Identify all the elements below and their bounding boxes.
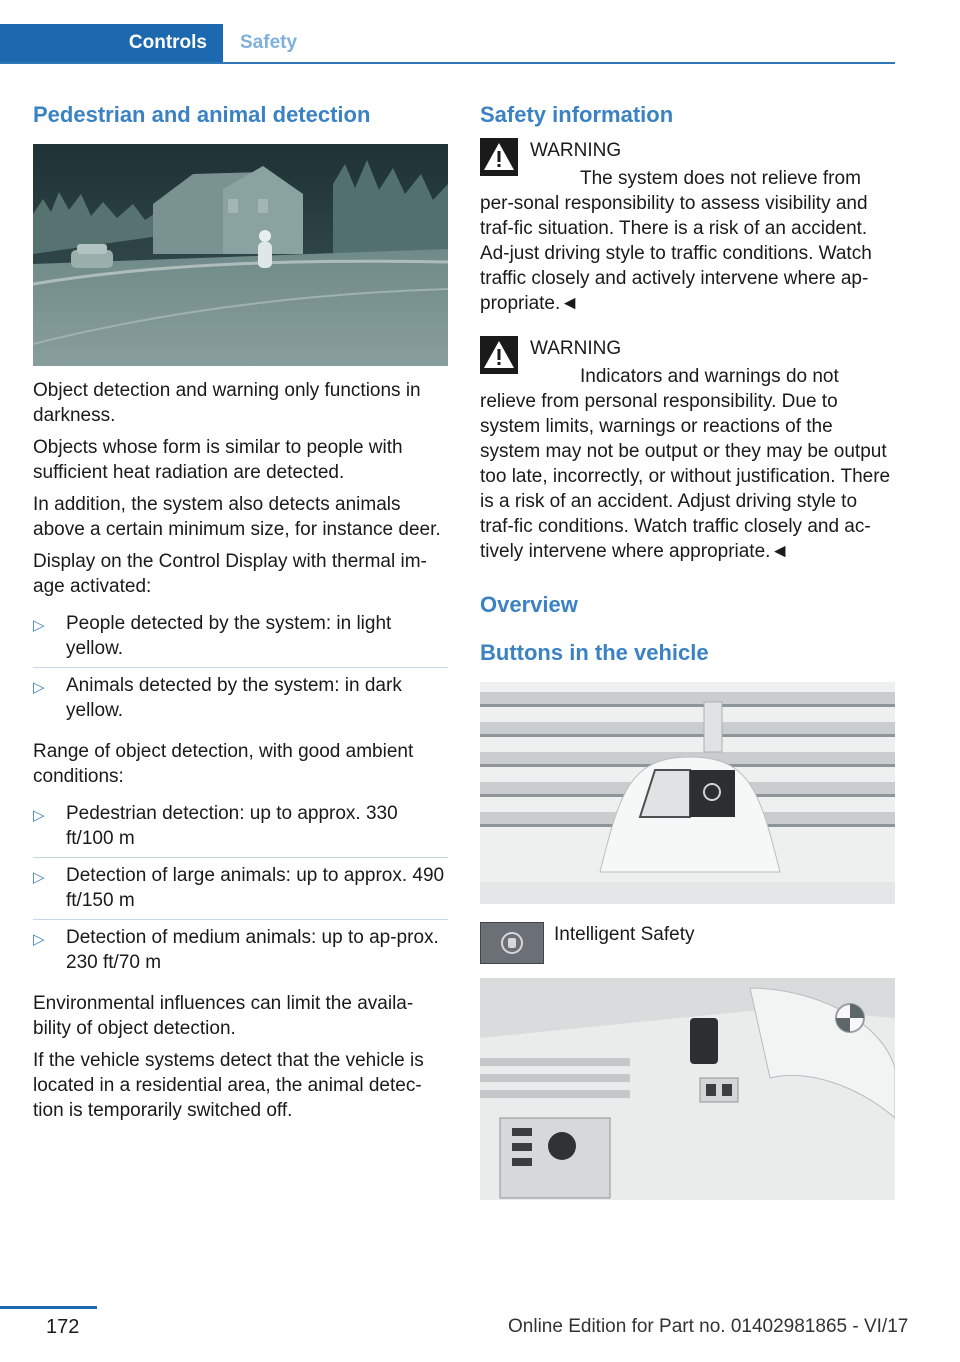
edition-info: Online Edition for Part no. 01402981865 - VI/17	[508, 1316, 909, 1337]
thermal-image	[33, 144, 448, 366]
list-item	[33, 668, 448, 729]
footer-rule	[0, 1306, 97, 1309]
grille-illustration	[480, 682, 895, 904]
warning-block	[480, 136, 896, 316]
warning-triangle-icon	[480, 336, 518, 374]
triangle-bullet-icon: ▷	[33, 617, 45, 634]
list-item	[33, 606, 448, 668]
warning-title: WARNING	[530, 338, 622, 359]
warning-text: Indicators and warnings do not relieve from personal responsibility. Due to system limits, warnings or reactions of the system may not be output or they may be output too late, incorrectly, or without justification. There is a risk of an accident. Adjust driving style to traf‐fic conditions. Watch traffic closely and ac‐tively intervene where appropriate.◄	[480, 366, 891, 562]
overview-heading: Overview	[480, 592, 578, 617]
vehicle-grille-image	[480, 682, 895, 904]
paragraph: In addition, the system also detects animals above a certain minimum size, for instance deer.	[33, 494, 441, 540]
detection-range-list	[33, 796, 448, 981]
triangle-bullet-icon: ▷	[33, 931, 45, 948]
paragraph: If the vehicle systems detect that the vehicle is located in a residential area, the animal detec‐tion is temporarily switched off.	[33, 1050, 424, 1121]
triangle-bullet-icon: ▷	[33, 869, 45, 886]
warning-triangle-icon	[480, 138, 518, 176]
list-item-text: Detection of medium animals: up to ap‐prox. 230 ft/70 m	[66, 927, 439, 973]
dashboard-image	[480, 978, 895, 1200]
pedestrian-heading: Pedestrian and animal detection	[33, 102, 371, 127]
list-item	[33, 920, 448, 981]
paragraph: Objects whose form is similar to people with sufficient heat radiation are detected.	[33, 437, 403, 483]
paragraph: Object detection and warning only functions in darkness.	[33, 380, 421, 426]
right-column	[480, 100, 896, 1200]
warning-title: WARNING	[530, 140, 622, 161]
list-item	[33, 796, 448, 858]
list-item-text: People detected by the system: in light yellow.	[66, 613, 392, 659]
intelligent-safety-button-row	[480, 922, 896, 978]
list-item	[33, 858, 448, 920]
header-tab-bar	[0, 24, 895, 64]
tab-safety[interactable]: Safety	[240, 32, 298, 53]
warning-text: The system does not relieve from per‐sonal responsibility to assess visibility and traf‐fic situation. There is a risk of an accident. Ad‐just driving style to traffic conditions. Watch traffic closely and actively intervene where ap‐propriate.◄	[480, 168, 872, 314]
list-item-text: Pedestrian detection: up to approx. 330 ft/100 m	[66, 803, 398, 849]
list-item-text: Detection of large animals: up to approx. 490 ft/150 m	[66, 865, 445, 911]
left-column	[33, 100, 448, 1130]
triangle-bullet-icon: ▷	[33, 807, 45, 824]
safety-information-heading: Safety information	[480, 102, 674, 127]
dashboard-illustration	[480, 978, 895, 1200]
tab-controls[interactable]: Controls	[0, 24, 223, 62]
triangle-bullet-icon: ▷	[33, 679, 45, 696]
intelligent-safety-button-icon[interactable]	[480, 922, 544, 964]
paragraph: Environmental influences can limit the availa‐bility of object detection.	[33, 993, 414, 1039]
car-shield-icon	[481, 923, 543, 963]
thermal-scene-illustration	[33, 144, 448, 366]
detection-color-list	[33, 606, 448, 729]
buttons-in-vehicle-heading: Buttons in the vehicle	[480, 640, 709, 665]
paragraph: Range of object detection, with good ambient conditions:	[33, 741, 414, 787]
intelligent-safety-label: Intelligent Safety	[554, 924, 695, 945]
warning-block	[480, 334, 896, 564]
list-item-text: Animals detected by the system: in dark yellow.	[66, 675, 402, 721]
page-number: 172	[46, 1316, 80, 1338]
paragraph: Display on the Control Display with thermal im‐age activated:	[33, 551, 427, 597]
